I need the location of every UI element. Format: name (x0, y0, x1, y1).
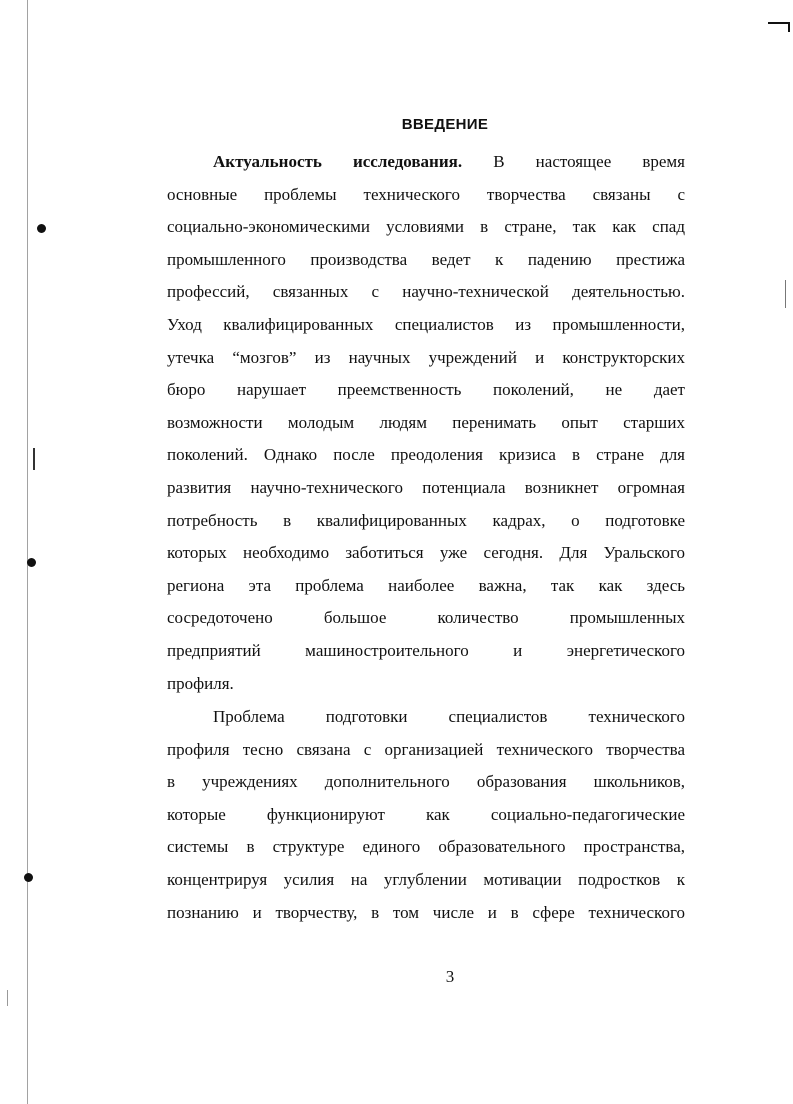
paragraph-line: бюро нарушает преемственность поколений, не дает (167, 380, 685, 400)
paragraph-line: возможности молодым людям перенимать опыт старших (167, 412, 685, 432)
paragraph-line: утечка “мозгов” из научных учреждений и конструкторских (167, 347, 685, 367)
paragraph-line: Проблема подготовки специалистов технического (213, 707, 685, 726)
binder-hole-mark (24, 873, 33, 882)
paragraph-line: Уход квалифицированных специалистов из промышленности, (167, 314, 685, 334)
scan-edge-mark (33, 448, 35, 470)
paragraph-line: системы в структуре единого образовательного пространства, (167, 837, 685, 857)
page-number: 3 (445, 967, 455, 986)
paragraph-line: профиля. (167, 673, 234, 693)
paragraph-2 (167, 701, 685, 929)
paragraph-line: сосредоточено большое количество промышленных (167, 608, 685, 628)
section-heading: ВВЕДЕНИЕ (401, 116, 489, 133)
paragraph-1 (167, 146, 685, 700)
binder-hole-mark (37, 224, 46, 233)
paragraph-line: развития научно-технического потенциала возникнет огромная (167, 477, 685, 497)
paragraph-line: в учреждениях дополнительного образования школьников, (167, 772, 685, 792)
binder-hole-mark (27, 558, 36, 567)
scan-corner-mark (768, 22, 790, 24)
paragraph-line: познанию и творчеству, в том числе и в сфере технического (167, 902, 685, 922)
scan-edge-mark (785, 280, 786, 308)
paragraph-line: потребность в квалифицированных кадрах, о подготовке (167, 510, 685, 530)
paragraph-line: предприятий машиностроительного и энергетического (167, 640, 685, 660)
paragraph-line: региона эта проблема наиболее важна, так как здесь (167, 575, 685, 595)
paragraph-line: профессий, связанных с научно-технической деятельностью. (167, 282, 685, 302)
paragraph-line: профиля тесно связана с организацией технического творчества (167, 739, 685, 759)
scan-edge-mark (7, 990, 8, 1006)
scan-edge-line (27, 0, 28, 1104)
lead-bold-text: Актуальность исследования. (213, 152, 463, 171)
paragraph-line: которые функционируют как социально-педагогические (167, 804, 685, 824)
paragraph-line: концентрируя усилия на углублении мотивации подростков к (167, 869, 685, 889)
paragraph-line: основные проблемы технического творчества связаны с (167, 184, 685, 204)
paragraph-line: которых необходимо заботиться уже сегодня. Для Уральского (167, 543, 685, 563)
paragraph-line: Актуальность исследования. В настоящее время (213, 152, 686, 171)
paragraph-line: поколений. Однако после преодоления кризиса в стране для (167, 445, 685, 465)
paragraph-line: промышленного производства ведет к падению престижа (167, 249, 685, 269)
paragraph-line: социально-экономическими условиями в стране, так как спад (167, 217, 685, 237)
